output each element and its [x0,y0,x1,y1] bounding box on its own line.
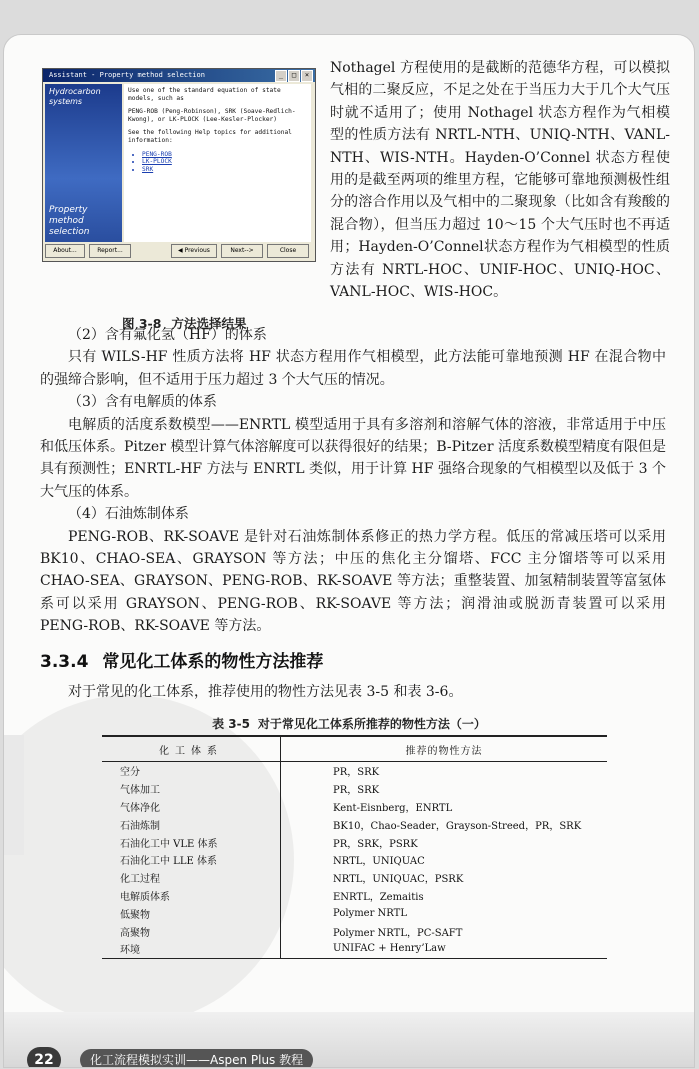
system-cell: 高聚物 [102,922,281,940]
next-button: Next--> [221,244,263,258]
column-header: 推荐的物性方法 [281,736,608,762]
dialog-body [124,84,311,242]
figure-title: 方法选择结果 [171,316,247,331]
table-row [102,815,607,833]
window-controls [275,70,313,82]
table-row [102,922,607,940]
paragraph: 电解质的活度系数模型——ENRTL 模型适用于具有多溶剂和溶解气体的溶液，非常适用于中压和低压体系。Pitzer 模型计算气体溶解度可以获得很好的结果；B-Pitzer 活度系数模型精度有限但是具有预测性；ENRTL-HF 方法与 ENRTL 类似，用于计算 HF 强络合现象的气相模型以及低于 3 个大气压的体系。 [40,416,666,500]
side-bottom-label [49,205,89,238]
close-icon: × [301,70,313,82]
dialog-text-1: Use one of the standard equation of state models, such as [128,87,281,102]
side-top-line: systems [49,97,83,106]
dialog-title: Assistant - Property method selection [49,71,205,79]
system-cell: 石油化工中 VLE 体系 [102,833,281,851]
property-method-table [102,735,607,959]
property-method-dialog-figure [42,68,316,262]
method-cell: PR，SRK [333,785,380,797]
system-cell: 空分 [102,762,281,780]
method-cell: BK10，Chao-Seader，Grayson-Streed，PR，SRK [333,820,582,832]
table-caption [4,715,694,732]
report-button: Report... [89,244,131,258]
page-edge-decoration [4,735,24,855]
side-top-label [49,87,101,107]
table-row [102,940,607,958]
page-number: 22 [27,1047,61,1068]
section-heading [40,647,323,672]
table-body [102,762,607,959]
subsection-heading: （2）含有氟化氢（HF）的体系 [68,327,267,343]
subsection-heading: （4）石油炼制体系 [68,506,189,523]
method-cell: UNIFAC + Henry’Law [281,940,608,958]
right-paragraph: Nothagel 方程使用的是截断的范德华方程，可以模拟气相的二聚反应，不足之处在于当压力大于几个大气压时就不适用了；使用 Nothagel 状态方程作为气相模型的性质方法有 NRTL-NTH、UNIQ-NTH、VANL-NTH、WIS-NTH。Hayden-O’Connel 状态方程使用的是截至两项的维里方程，它能够可靠地预测极性组分的溶合作用以及气相中的二聚现象（比如含有羧酸的混合物），但当压力超过 10～15 个大气压时也不再适用；Hayden-O’Connel状态方程作为气相模型的性质方法有 NRTL-HOC、UNIF-HOC、UNIQ-HOC、VANL-HOC、WIS-HOC。 [330,60,670,301]
dialog-text-3: See the following Help topics for additional information: [128,129,292,144]
minimize-icon: _ [275,70,287,82]
method-cell: NRTL，UNIQUAC [333,856,425,868]
side-bottom-line: method [49,216,84,226]
help-link: • LK-PLOCK [142,158,307,166]
help-link: • PENG-ROB [142,151,307,159]
side-top-line: Hydrocarbon [49,87,101,96]
paragraph: 只有 WILS-HF 性质方法将 HF 状态方程用作气相模型，此方法能可靠地预测 HF 在混合物中的强缔合影响，但不适用于压力超过 3 个大气压的情况。 [40,349,666,388]
table-number: 表 3-5 [212,717,250,731]
system-cell: 电解质体系 [102,887,281,905]
method-cell: ENRTL，Zemaitis [333,891,424,903]
system-cell: 环境 [102,940,281,958]
help-link: • SRK [142,166,307,174]
side-bottom-line: Property [49,205,88,215]
intro-paragraph: 对于常见的化工体系，推荐使用的物性方法见表 3-5 和表 3-6。 [68,684,463,700]
column-header: 化工体系 [102,736,281,762]
table-row [102,869,607,887]
method-cell: PR，SRK [333,767,380,779]
system-cell: 石油炼制 [102,815,281,833]
dialog-title-bar [43,69,315,82]
previous-button: ◀ Previous [171,244,217,258]
method-cell: PR，SRK，PSRK [333,838,418,850]
method-cell: NRTL，UNIQUAC，PSRK [333,874,464,886]
table-row [102,904,607,922]
side-bottom-line: selection [49,227,90,237]
maximize-icon: □ [288,70,300,82]
table-header-row [102,736,607,762]
figure-number: 图 3-8 [122,316,162,331]
book-title: 化工流程模拟实训——Aspen Plus 教程 [80,1049,313,1068]
close-button: Close [267,244,309,258]
table-row [102,851,607,869]
table-row [102,780,607,798]
table-row [102,798,607,816]
main-text [40,324,666,638]
system-cell: 气体加工 [102,780,281,798]
system-cell: 化工过程 [102,869,281,887]
table-row [102,762,607,780]
dialog-buttons [45,244,311,258]
subsection-heading: （3）含有电解质的体系 [68,394,217,411]
about-button: About... [45,244,85,258]
table-row [102,833,607,851]
method-cell: Kent-Eisnberg，ENRTL [333,802,453,814]
paragraph: PENG-ROB、RK-SOAVE 是针对石油炼制体系修正的热力学方程。低压的常减压塔可以采用 BK10、CHAO-SEA、GRAYSON 等方法；中压的焦化主分馏塔、FCC 主分馏塔等可以采用 CHAO-SEA、GRAYSON、PENG-ROB、RK-SOAVE 等方法；重整装置、加氢精制装置等富氢体系可以采用 GRAYSON、PENG-ROB、RK-SOAVE 等方法；润滑油或脱沥青装置可以采用 PENG-ROB、RK-SOAVE 等方法。 [40,528,666,635]
table-title: 对于常见化工体系所推荐的物性方法（一） [257,717,486,731]
dialog-text-2: PENG-ROB (Peng-Robinson), SRK (Soave-Redlich-Kwong), or LK-PLOCK (Lee-Kesler-Plocker) [128,108,296,123]
book-page [3,34,695,1068]
section-number: 3.3.4 [40,652,89,672]
system-cell: 低聚物 [102,904,281,922]
method-cell: Polymer NRTL [333,907,407,919]
dialog-side-panel [45,84,122,242]
method-cell: Polymer NRTL，PC-SAFT [333,927,463,939]
system-cell: 气体净化 [102,798,281,816]
help-links [128,151,307,174]
section-title: 常见化工体系的物性方法推荐 [102,652,324,672]
system-cell: 石油化工中 LLE 体系 [102,851,281,869]
table-row [102,887,607,905]
